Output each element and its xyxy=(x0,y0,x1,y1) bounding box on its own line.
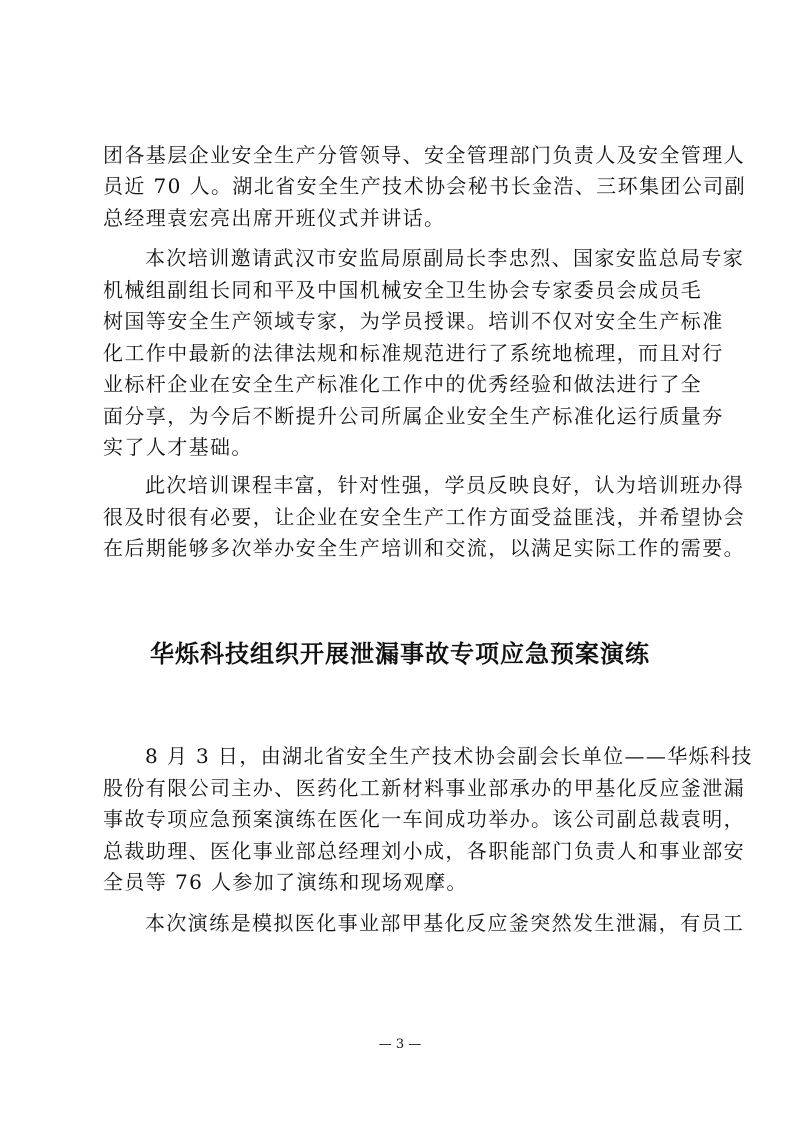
paragraph-line: 化工作中最新的法律法规和标准规范进行了系统地梳理，而且对行 xyxy=(103,341,724,365)
paragraph-line: 股份有限公司主办、医药化工新材料事业部承办的甲基化反应釜泄漏 xyxy=(103,776,745,800)
paragraph-line: 总经理袁宏亮出席开班仪式并讲话。 xyxy=(103,206,446,230)
page-number: — 3 — xyxy=(378,1037,422,1052)
section-title: 华烁科技组织开展泄漏事故专项应急预案演练 xyxy=(150,640,650,668)
paragraph-line: 本次演练是模拟医化事业部甲基化反应釜突然发生泄漏，有员工 xyxy=(145,911,745,935)
paragraph-line: 总裁助理、医化事业部总经理刘小成，各职能部门负责人和事业部安 xyxy=(103,839,745,863)
paragraph-line: 本次培训邀请武汉市安监局原副局长李忠烈、国家安监总局专家 xyxy=(145,246,745,270)
paragraph-line: 8 月 3 日，由湖北省安全生产技术协会副会长单位——华烁科技 xyxy=(145,744,753,768)
paragraph-line: 事故专项应急预案演练在医化一车间成功举办。该公司副总裁袁明， xyxy=(103,807,745,831)
paragraph-line: 在后期能够多次举办安全生产培训和交流，以满足实际工作的需要。 xyxy=(103,536,745,560)
paragraph-line: 员近 70 人。湖北省安全生产技术协会秘书长金浩、三环集团公司副 xyxy=(103,174,746,198)
paragraph-line: 此次培训课程丰富，针对性强，学员反映良好，认为培训班办得 xyxy=(145,473,745,497)
paragraph-line: 很及时很有必要，让企业在安全生产工作方面受益匪浅，并希望协会 xyxy=(103,505,745,529)
paragraph-line: 团各基层企业安全生产分管领导、安全管理部门负责人及安全管理人 xyxy=(103,143,745,167)
paragraph-line: 业标杆企业在安全生产标准化工作中的优秀经验和做法进行了全 xyxy=(103,372,703,396)
paragraph-line: 树国等安全生产领域专家，为学员授课。培训不仅对安全生产标准 xyxy=(103,309,724,333)
paragraph-line: 面分享，为今后不断提升公司所属企业安全生产标准化运行质量夯 xyxy=(103,404,724,428)
paragraph-line: 机械组副组长同和平及中国机械安全卫生协会专家委员会成员毛 xyxy=(103,278,703,302)
paragraph-line: 全员等 76 人参加了演练和现场观摩。 xyxy=(103,870,468,894)
paragraph-line: 实了人才基础。 xyxy=(103,435,253,459)
